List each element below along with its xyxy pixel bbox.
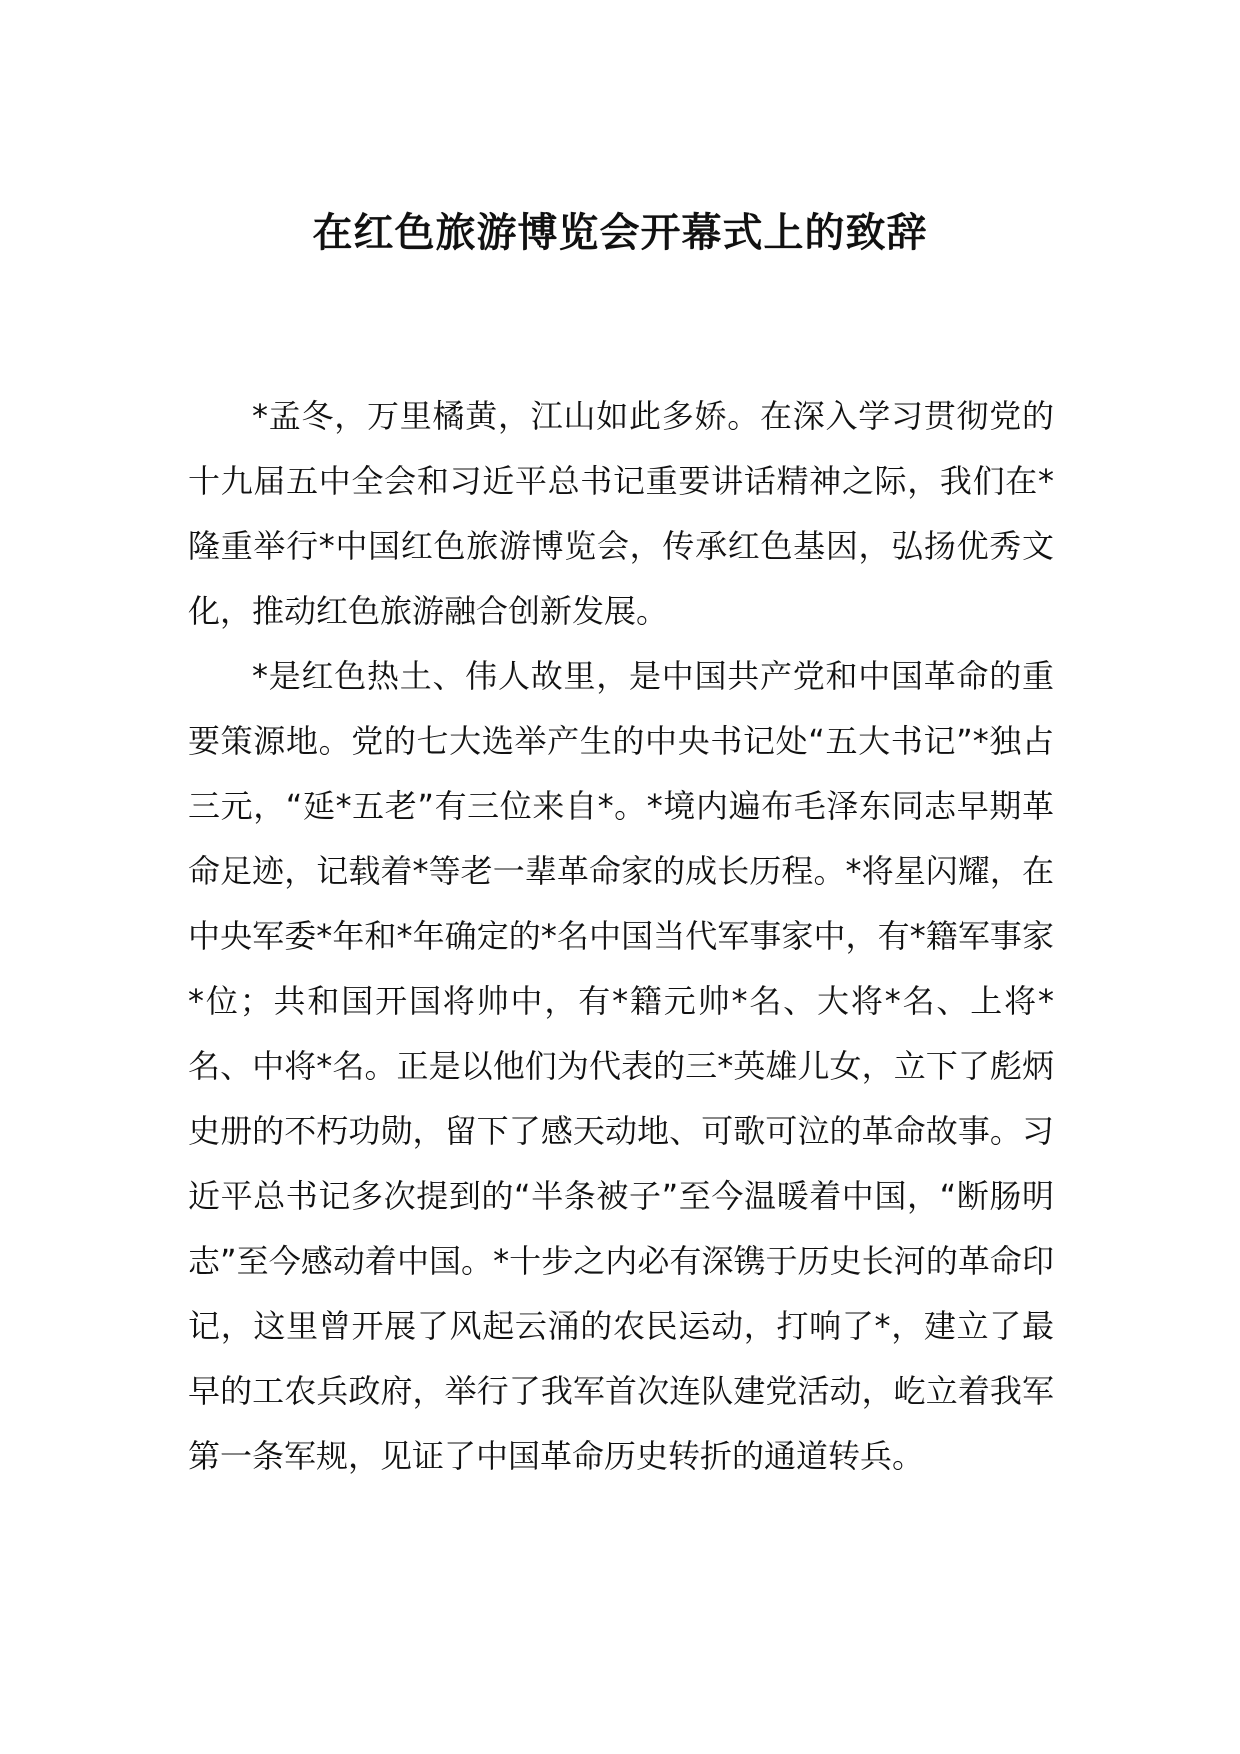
paragraph-2: *是红色热土、伟人故里，是中国共产党和中国革命的重要策源地。党的七大选举产生的中央书记处“五大书记”*独占三元，“延*五老”有三位来自*。*境内遍布毛泽东同志早期革命足迹，记载着*等老一辈革命家的成长历程。*将星闪耀，在中央军委*年和*年确定的*名中国当代军事家中，有*籍军事家*位；共和国开国将帅中，有*籍元帅*名、大将*名、上将*名、中将*名。正是以他们为代表的三*英雄儿女，立下了彪炳史册的不朽功勋，留下了感天动地、可歌可泣的革命故事。习近平总书记多次提到的“半条被子”至今温暖着中国，“断肠明志”至今感动着中国。*十步之内必有深镌于历史长河的革命印记，这里曾开展了风起云涌的农民运动，打响了*，建立了最早的工农兵政府，举行了我军首次连队建党活动，屹立着我军第一条军规，见证了中国革命历史转折的通道转兵。 <box>188 657 1054 1475</box>
document-body <box>188 384 1054 1489</box>
document-title: 在红色旅游博览会开幕式上的致辞 <box>312 210 928 256</box>
paragraph-1: *孟冬，万里橘黄，江山如此多娇。在深入学习贯彻党的十九届五中全会和习近平总书记重要讲话精神之际，我们在*隆重举行*中国红色旅游博览会，传承红色基因，弘扬优秀文化，推动红色旅游融合创新发展。 <box>188 397 1054 630</box>
